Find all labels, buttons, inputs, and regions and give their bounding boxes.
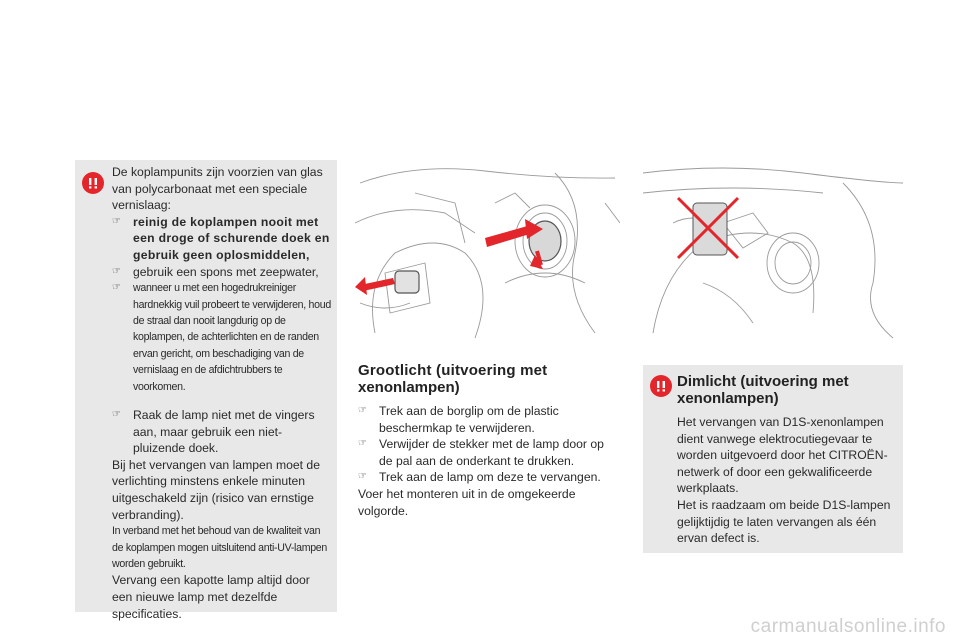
low-beam-text — [677, 414, 897, 547]
high-beam-title: Grootlicht (uitvoering met xenonlampen) — [358, 362, 548, 396]
low-beam-title: Dimlicht (uitvoering met xenonlampen) — [677, 373, 849, 407]
paragraph: Vervang een kapotte lamp altijd door een nieuwe lamp met dezelfde specificaties. — [112, 573, 310, 621]
paragraph: Bij het vervangen van lampen moet de verlichting minstens enkele minuten uitgeschakeld zijn (risico van ernstige verbranding). — [112, 457, 320, 522]
warning-icon — [82, 172, 104, 194]
watermark: carmanualsonline.info — [750, 616, 946, 637]
intro-text: De koplampunits zijn voorzien van glas van polycarbonaat met een speciale vernislaag: — [112, 165, 323, 213]
warning-icon — [650, 375, 672, 397]
bullet-item: ☞ Raak de lamp niet met de vingers aan, maar gebruik een niet-pluizende doek. — [112, 408, 315, 456]
high-beam-steps — [358, 403, 620, 519]
paragraph: Het vervangen van D1S-xenonlampen dient vanwege elektrocutiegevaar te worden uitgevoerd door het CITROËN-netwerk of door een gekwalificeerde werkplaats. — [677, 415, 888, 496]
bullet-item: ☞ gebruik een spons met zeepwater, — [112, 264, 319, 279]
bullet-arrow-icon: ☞ — [358, 471, 367, 483]
step-item: ☞ Verwijder de stekker met de lamp door op de pal aan de onderkant te drukken. — [358, 437, 604, 468]
paragraph: Het is raadzaam om beide D1S-lampen gelijktijdig te laten vervangen als één ervan defect is. — [677, 497, 891, 546]
bullet-arrow-icon: ☞ — [112, 409, 121, 420]
step-item: ☞ Trek aan de borglip om de plastic beschermkap te verwijderen. — [358, 404, 559, 435]
bullet-item: ☞ wanneer u met een hogedrukreiniger hardnekkig vuil probeert te verwijderen, houd de straal dan nooit langdurig op de koplampen, de achterlichten en de randen ervan gericht, om beschadiging van de vernislaag en de afdichtrubbers te voorkomen. — [112, 282, 331, 393]
bullet-arrow-icon: ☞ — [358, 438, 367, 450]
step-item: ☞ Trek aan de lamp om deze te vervangen. — [358, 470, 601, 485]
bullet-arrow-icon: ☞ — [112, 265, 121, 277]
bullet-item: ☞ reinig de koplampen nooit met een droge of schurende doek en gebruik geen oplosmiddelen, — [112, 214, 330, 262]
left-panel-text — [112, 164, 332, 622]
closing-text: Voer het monteren uit in de omgekeerde volgorde. — [358, 486, 576, 518]
bullet-arrow-icon: ☞ — [358, 405, 367, 416]
paragraph-small: In verband met het behoud van de kwaliteit van de koplampen mogen uitsluitend anti-UV-lampen worden gebruikt. — [112, 525, 327, 570]
bullet-arrow-icon: ☞ — [112, 215, 121, 227]
bullet-arrow-icon: ☞ — [112, 282, 121, 294]
high-beam-illustration — [355, 163, 620, 343]
low-beam-illustration — [643, 163, 903, 343]
